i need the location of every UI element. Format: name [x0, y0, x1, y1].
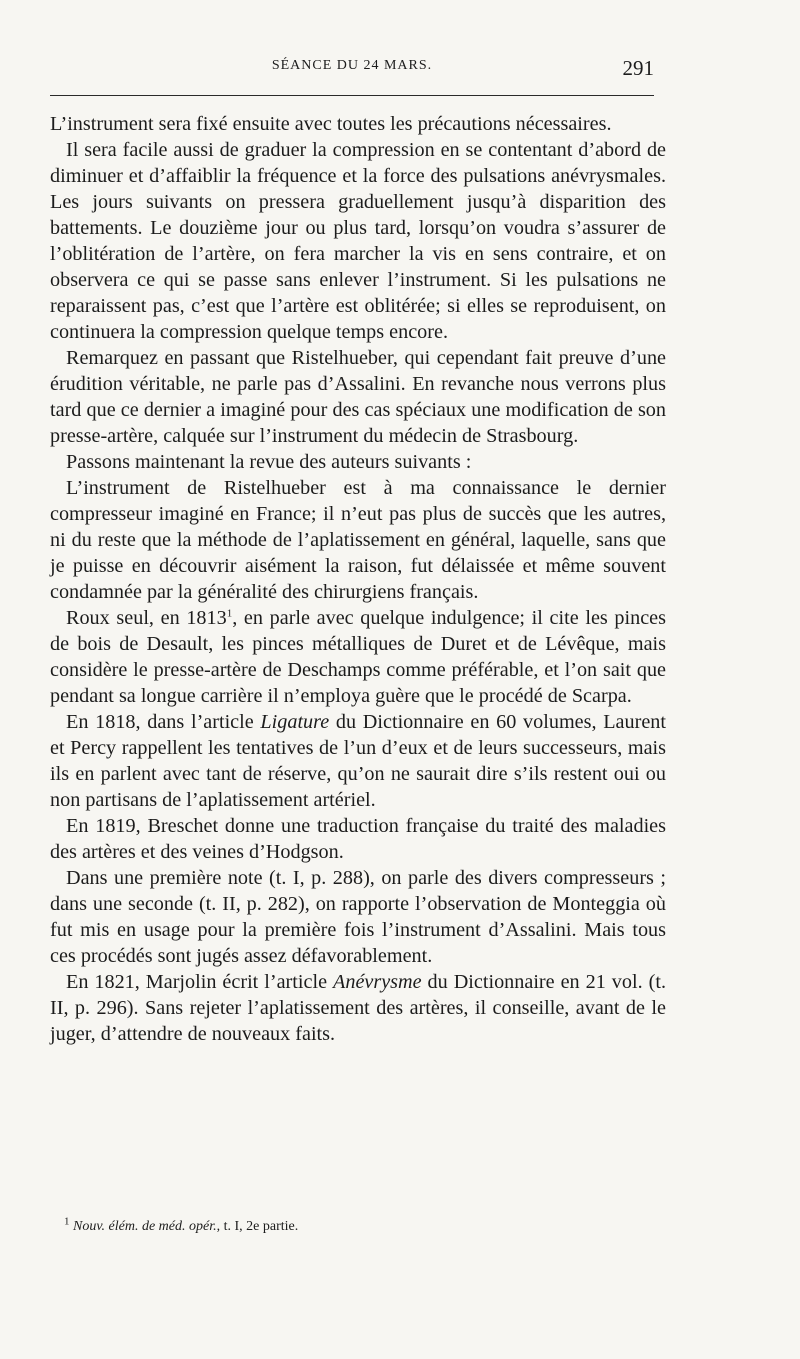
paragraph-text: En 1818, dans l’article	[66, 711, 261, 733]
paragraph-ligature	[50, 709, 666, 813]
paragraph-anevrysme	[50, 969, 666, 1047]
paragraph-text: du Dictionnaire en 21 vol. (t. II, p. 296). Sans rejeter l’aplatissement des artères, il conseille, avant de le juger, d’attendre de nouveaux faits.	[50, 971, 666, 1045]
paragraph-text: Roux seul, en 1813	[66, 607, 227, 629]
paragraph: L’instrument de Ristelhueber est à ma connaissance le dernier compresseur imaginé en France; il n’eut pas plus de succès que les autres, ni du reste que la méthode de l’aplatissement en général, laquelle, sans que je puisse en découvrir aisément la raison, fut délaissée et même souvent condamnée par la généralité des chirurgiens français.	[50, 477, 666, 603]
paragraph-roux	[50, 605, 666, 709]
running-title: SÉANCE DU 24 MARS.	[271, 58, 433, 73]
paragraph-text: du Dictionnaire en 60 volumes, Laurent et Percy rappellent les tentatives de l’un d’eux et de leurs successeurs, mais ils en parlent avec tant de réserve, qu’on ne saurait dire s’ils restent oui ou non partisans de l’aplatissement artériel.	[50, 711, 666, 811]
article-title: Ligature	[260, 711, 330, 733]
footnote-mark: 1	[64, 1215, 70, 1228]
page-number: 291	[622, 56, 654, 80]
paragraph: L’instrument sera fixé ensuite avec toutes les précautions nécessaires.	[50, 113, 612, 135]
body-text	[50, 111, 666, 1047]
footnote	[64, 1215, 664, 1235]
paragraph: Passons maintenant la revue des auteurs suivants :	[66, 451, 472, 473]
page-header	[50, 58, 654, 86]
footnote-details: , t. I, 2e partie.	[216, 1219, 299, 1234]
paragraph-text: , en parle avec quelque indulgence; il cite les pinces de bois de Desault, les pinces métalliques de Duret et de Lévêque, mais considère le presse-artère de Deschamps comme préférable, et l’on sait que pendant sa longue carrière il n’employa guère que le procédé de Scarpa.	[50, 607, 666, 707]
paragraph: Remarquez en passant que Ristelhueber, qui cependant fait preuve d’une érudition véritable, ne parle pas d’Assalini. En revanche nous verrons plus tard que ce dernier a imaginé pour des cas spéciaux une modification de son presse-artère, calquée sur l’instrument du médecin de Strasbourg.	[50, 347, 666, 447]
footnote-source: Nouv. élém. de méd. opér.	[73, 1219, 217, 1234]
paragraph: Il sera facile aussi de graduer la compression en se contentant d’abord de diminuer et d’affaiblir la fréquence et la force des pulsations anévrysmales. Les jours suivants on pressera graduellement jusqu’à disparition des battements. Le douzième jour ou plus tard, lorsqu’on voudra s’assurer de l’oblitération de l’artère, on fera marcher la vis en sens contraire, et on observera ce qui se passe sans enlever l’instrument. Si les pulsations ne reparaissent pas, c’est que l’artère est oblitérée; si elles se reproduisent, on continuera la compression quelque temps encore.	[50, 139, 666, 343]
header-rule	[50, 95, 654, 96]
paragraph: En 1819, Breschet donne une traduction française du traité des maladies des artères et des veines d’Hodgson.	[50, 815, 666, 863]
paragraph: Dans une première note (t. I, p. 288), on parle des divers compresseurs ; dans une seconde (t. II, p. 282), on rapporte l’observation de Monteggia où fut mis en usage pour la première fois l’instrument d’Assalini. Mais tous ces procédés sont jugés assez défavorablement.	[50, 867, 666, 967]
paragraph-text: En 1821, Marjolin écrit l’article	[66, 971, 334, 993]
footnote-reference: 1	[226, 607, 233, 620]
article-title: Anévrysme	[333, 971, 422, 993]
